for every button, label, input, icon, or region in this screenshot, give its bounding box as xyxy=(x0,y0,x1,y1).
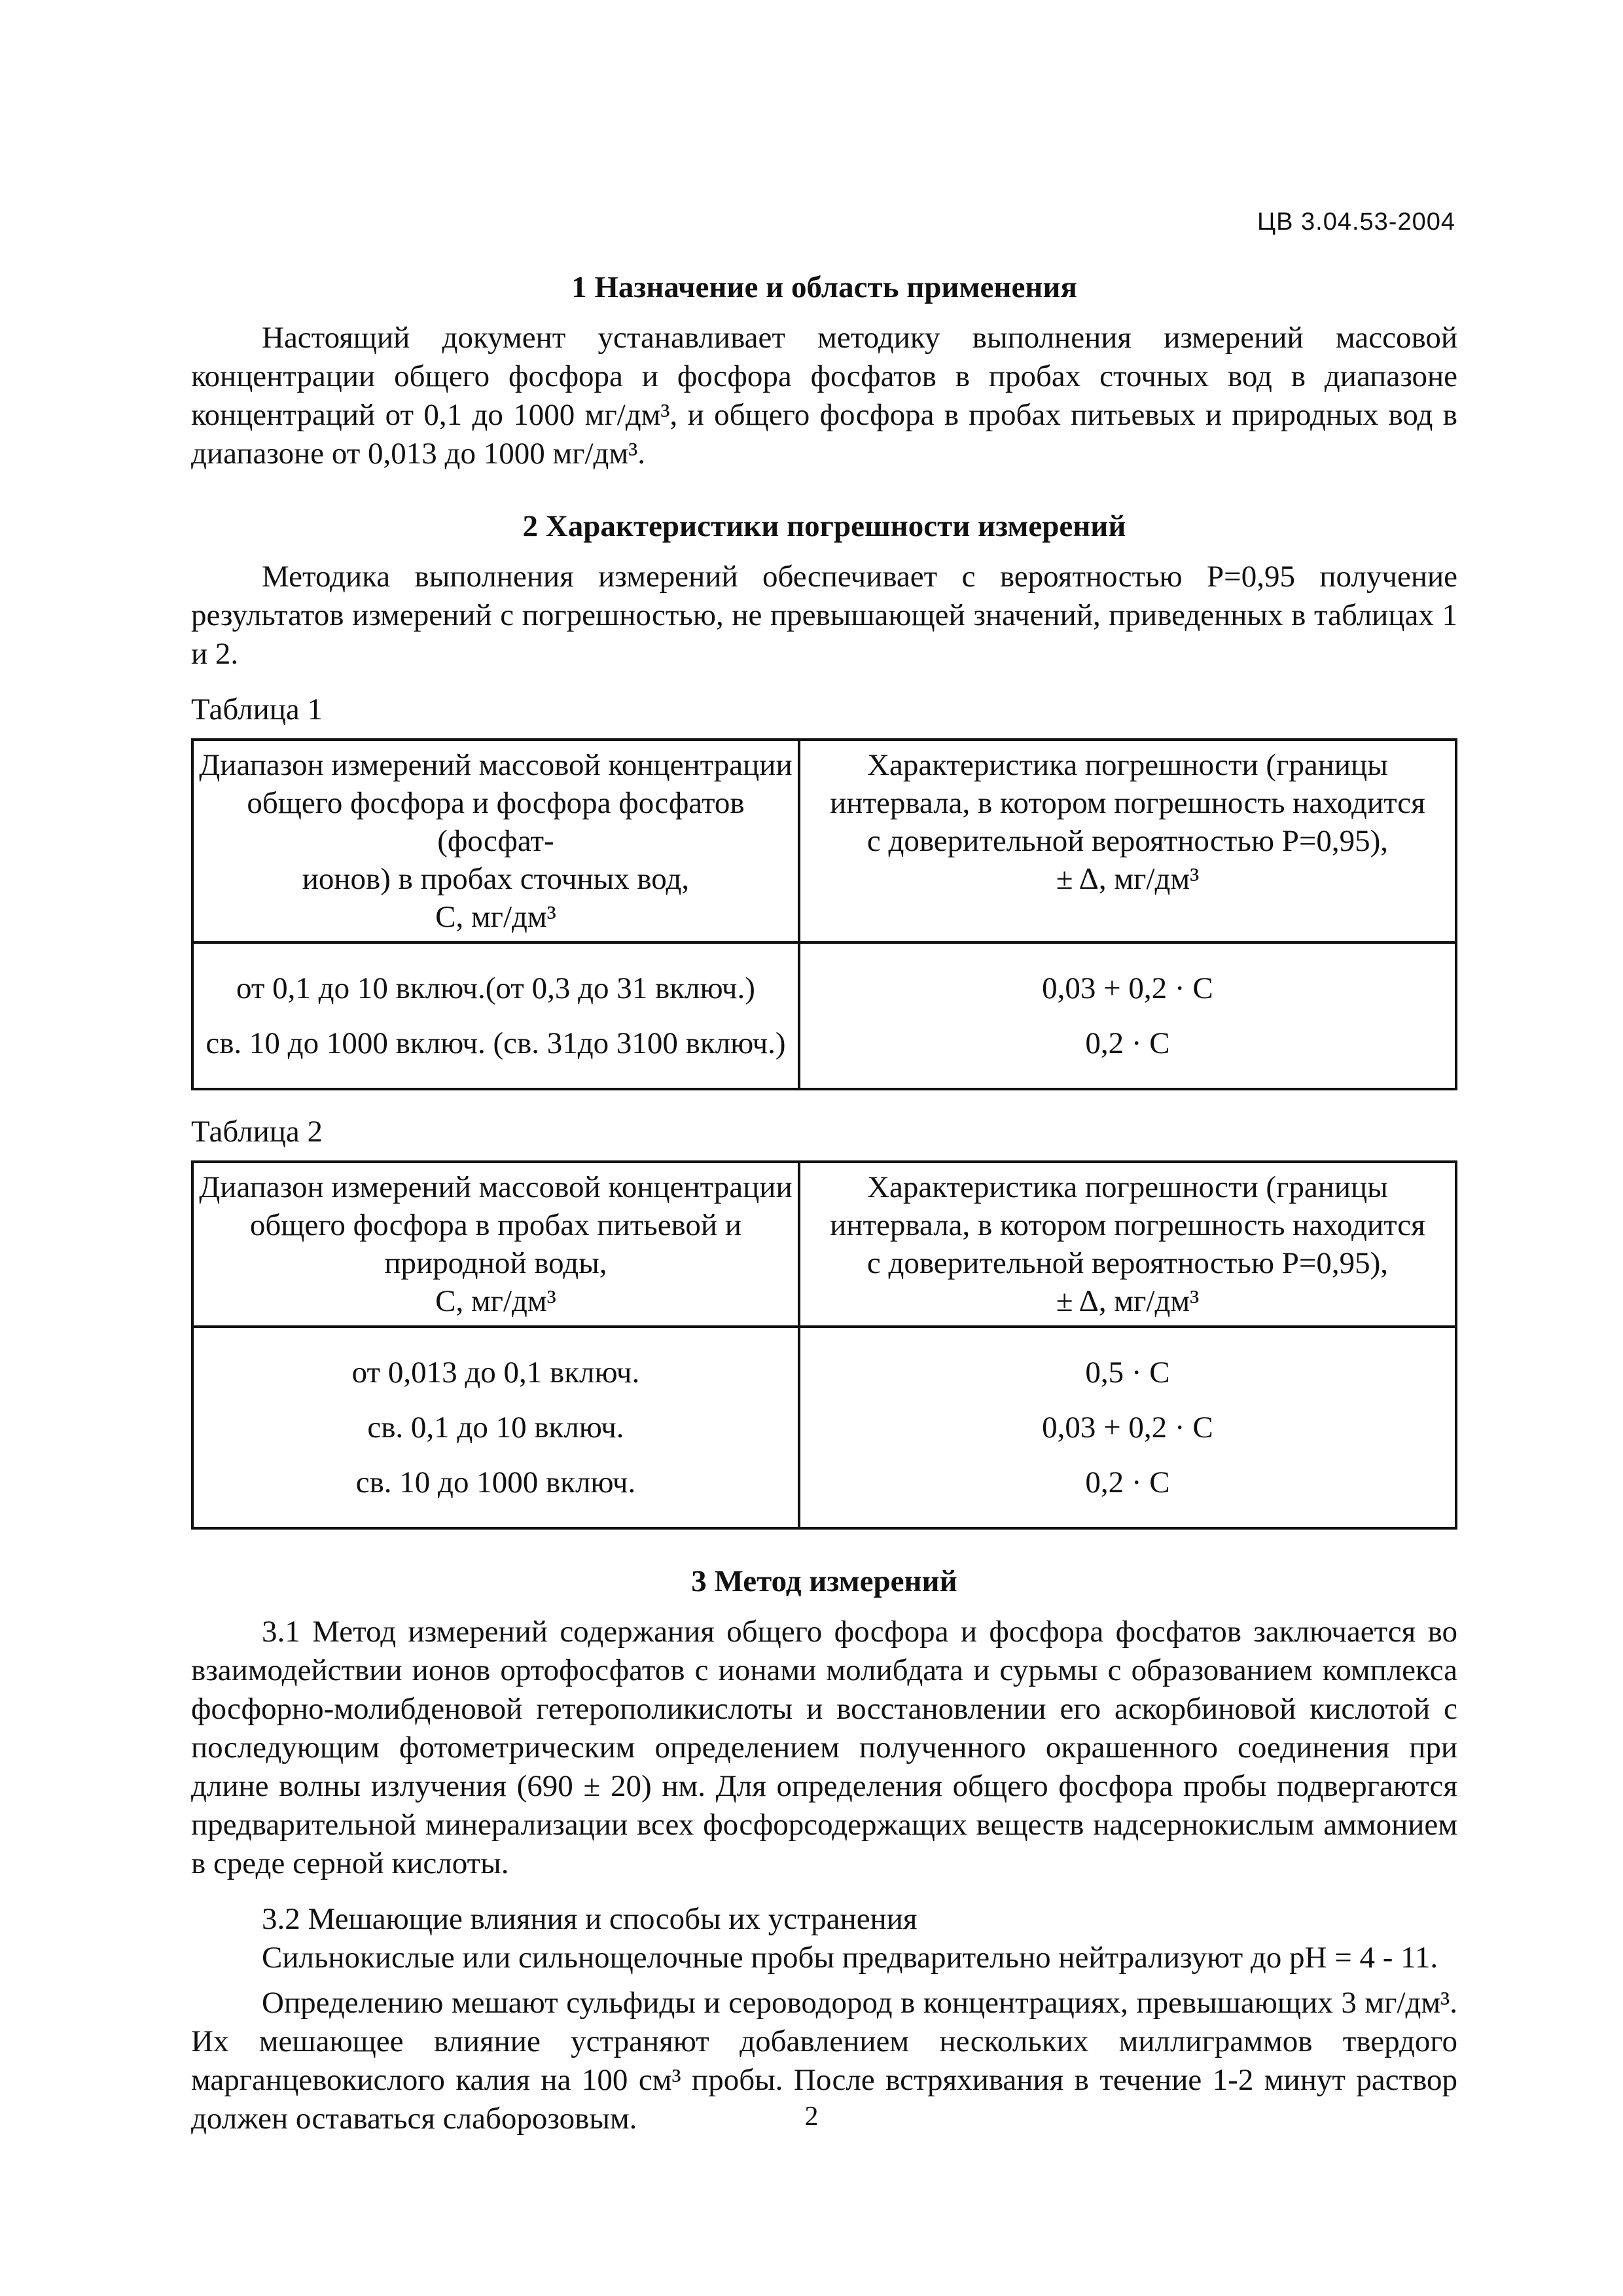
section-3-paragraph-3: Сильнокислые или сильнощелочные пробы предварительно нейтрализуют до рН = 4 - 11. xyxy=(262,1941,1438,1975)
section-1-title: 1 Назначение и область применения xyxy=(571,270,1077,304)
table-1-header-row xyxy=(192,740,1456,942)
section-3-paragraph-1: 3.1 Метод измерений содержания общего фосфора и фосфора фосфатов заключается во взаимодействии ионов ортофосфатов с ионами молибдата и сурьмы с образованием комплекса фосфорно-молибденовой гетерополикислоты и восстановлении его аскорбиновой кислотой с последующим фотометрическим определением полученного окрашенного соединения при длине волны излучения (690 ± 20) нм. Для определения общего фосфора пробы подвергаются предварительной минерализации всех фосфорсодержащих веществ надсернокислым аммонием в среде серной кислоты. xyxy=(191,1615,1457,1880)
error-cell: 0,03 + 0,2 · С xyxy=(1042,1410,1213,1444)
table-2 xyxy=(191,1160,1457,1530)
table-1-header-range: Диапазон измерений массовой концентрации общего фосфора и фосфора фосфатов (фосфат- ионов) в пробах сточных вод, С, мг/дм³ xyxy=(192,740,799,942)
table-1-range-column xyxy=(192,942,799,1089)
page-number: 2 xyxy=(804,2102,819,2132)
section-1-text: Настоящий документ устанавливает методику выполнения измерений массовой концентрации общего фосфора и фосфора фосфатов в пробах сточных вод в диапазоне концентраций от 0,1 до 1000 мг/дм³, и общего фосфора в пробах питьевых и природных вод в диапазоне от 0,013 до 1000 мг/дм³. xyxy=(191,321,1457,471)
document-code: ЦВ 3.04.53-2004 xyxy=(1257,208,1455,236)
range-cell: св. 10 до 1000 включ. (св. 31до 3100 включ.) xyxy=(205,1026,786,1060)
section-3-paragraph-4: Определению мешают сульфиды и сероводород в концентрациях, превышающих 3 мг/дм³. Их мешающее влияние устраняют добавлением нескольких миллиграммов твердого марганцевокислого калия на 100 см³ пробы. После встряхивания в течение 1-2 минут раствор должен оставаться слаборозовым. xyxy=(191,1986,1457,2136)
error-cell: 0,2 · С xyxy=(1085,1026,1170,1060)
section-3-2-heading: 3.2 Мешающие влияния и способы их устранения xyxy=(262,1902,918,1936)
table-row xyxy=(192,1327,1456,1528)
table-2-error-column xyxy=(799,1327,1456,1528)
error-cell: 0,5 · С xyxy=(1085,1355,1170,1390)
table-1-label: Таблица 1 xyxy=(191,692,323,726)
range-cell: от 0,1 до 10 включ.(от 0,3 до 31 включ.) xyxy=(236,971,755,1005)
section-3-title: 3 Метод измерений xyxy=(691,1564,957,1598)
range-cell: св. 10 до 1000 включ. xyxy=(355,1465,636,1499)
table-1-header-error: Характеристика погрешности (границы интервала, в котором погрешность находится с доверительной вероятностью Р=0,95), ± Δ, мг/дм³ xyxy=(799,740,1456,942)
table-1 xyxy=(191,738,1457,1090)
error-cell: 0,2 · С xyxy=(1085,1465,1170,1499)
range-cell: св. 0,1 до 10 включ. xyxy=(367,1410,624,1444)
table-2-label: Таблица 2 xyxy=(191,1115,323,1149)
page-content xyxy=(191,268,1457,2138)
table-2-range-column xyxy=(192,1327,799,1528)
table-1-error-column xyxy=(799,942,1456,1089)
table-2-header-error: Характеристика погрешности (границы интервала, в котором погрешность находится с доверительной вероятностью Р=0,95), ± Δ, мг/дм³ xyxy=(799,1162,1456,1327)
section-2-title: 2 Характеристики погрешности измерений xyxy=(522,509,1126,543)
table-2-header-row xyxy=(192,1162,1456,1327)
table-2-header-range: Диапазон измерений массовой концентрации общего фосфора в пробах питьевой и природной воды, С, мг/дм³ xyxy=(192,1162,799,1327)
table-row xyxy=(192,942,1456,1089)
section-2-text: Методика выполнения измерений обеспечивает с вероятностью Р=0,95 получение результатов измерений с погрешностью, не превышающей значений, приведенных в таблицах 1 и 2. xyxy=(191,560,1457,671)
range-cell: от 0,013 до 0,1 включ. xyxy=(351,1355,640,1390)
error-cell: 0,03 + 0,2 · С xyxy=(1042,971,1213,1005)
